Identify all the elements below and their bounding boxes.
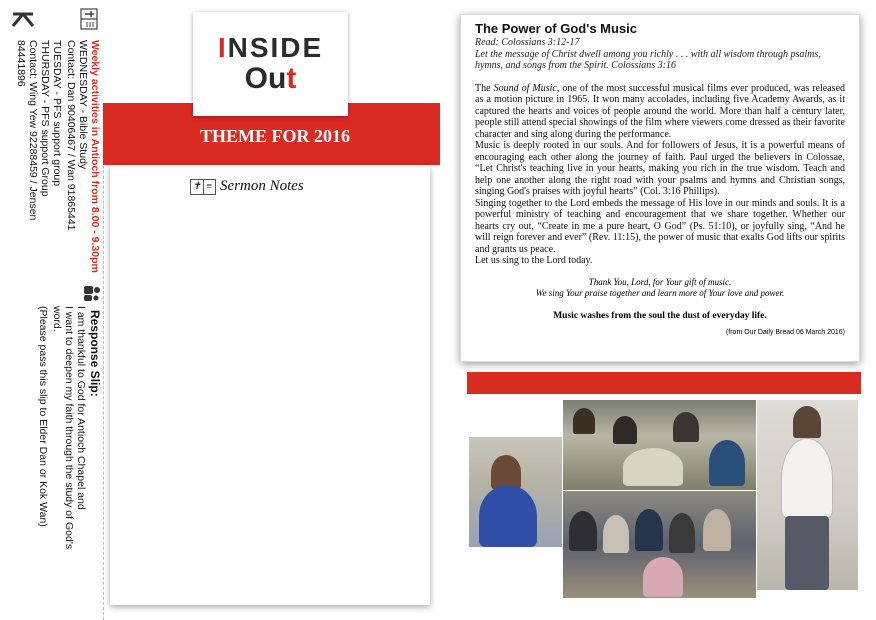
theme-label: THEME FOR 2016: [200, 126, 351, 146]
article-body: [475, 83, 845, 267]
book-icon: [79, 8, 99, 30]
devotional-article: [460, 14, 860, 362]
response-line-2: I want to deepen my faith through the study of God's: [63, 306, 75, 550]
thursday-contact: Contact: Wing Yew 92288459 / Jensen: [27, 40, 39, 221]
response-line-3: word.: [51, 306, 63, 332]
share-icon: [11, 10, 35, 30]
response-slip-title: Response Slip:: [88, 310, 102, 397]
rotated-info-panel: [0, 0, 103, 620]
tuesday-activity: TUESDAY - PFS support group: [51, 40, 63, 187]
bible-icon: ✝ ≡: [190, 179, 216, 195]
sermon-notes-title: Sermon Notes: [220, 178, 304, 194]
article-paragraph-3: Singing together to the Lord embeds the message of His love in our minds and souls. It is a powerful ministry of teaching and encouragement that we share together. Whether our hearts cry out, “Create in me a pure heart, O God” (Ps. 51:10), or joyfully sing, “And he will reign forever and ever” (Rev. 11:15), the power of music that exalts God lifts our spirits and grants us peace.: [475, 197, 845, 255]
article-motto: Music washes from the soul the dust of everyday life.: [553, 310, 767, 321]
thursday-activity: THURSDAY - PFS support Group: [39, 40, 51, 197]
film-title: Sound of Music: [493, 82, 557, 94]
logo-cross-t: t: [286, 62, 297, 95]
wednesday-activity: WEDNESDAY - Bible Study: [77, 40, 89, 170]
article-prayer: Thank You, Lord, for Your gift of music. We sing Your praise together and learn more of Your love and power.: [535, 276, 785, 298]
photo-speaker-singing: [469, 437, 562, 547]
response-line-4: (Please pass this slip to Elder Dan or Kok Wan): [37, 306, 49, 527]
article-verse: Let the message of Christ dwell among you richly . . . with all wisdom through psalms, hymns, and songs from the Spirit. Colossians 3:16: [475, 48, 821, 71]
logo-out: Ou: [244, 62, 287, 95]
response-line-1: I am thankful to God for Antioch Chapel and: [75, 306, 87, 510]
article-source: (from Our Daily Bread 06 March 2016): [725, 328, 845, 336]
wednesday-contact: Contact: Dan 90406467 / Wan 91865441: [65, 40, 77, 231]
inside-out-logo: [193, 12, 348, 116]
article-title: The Power of God's Music: [475, 21, 637, 36]
article-paragraph-2: Music is deeply rooted in our souls. And for followers of Jesus, it is a powerful means of encouraging each other along the journey of faith. Paul urged the believers in Colossae, “Let Christ's teaching live in your hearts, making you rich in the true wisdom. Teach and help one another along the right road with your psalms and hymns and Christian songs, singing God's praises with joyful hearts” (Col. 3:16 Phillips).: [475, 140, 845, 197]
sermon-notes-heading: [190, 178, 304, 195]
thursday-contact-number: 84441896: [15, 40, 27, 87]
people-icon: [83, 284, 101, 304]
article-reading: Read: Colossians 3:12-17: [475, 37, 580, 48]
red-strip: [467, 372, 861, 394]
photo-group-prayer: [563, 400, 756, 490]
weekly-activities-title: Weekly activities in Antioch from 8.00 - 9.30pm: [89, 40, 101, 273]
article-paragraph-4: Let us sing to the Lord today.: [475, 255, 593, 266]
sermon-notes-card: [110, 165, 430, 605]
photo-speaker-microphone: [757, 400, 858, 590]
logo-inside: NSIDE: [227, 32, 324, 63]
logo-arrow-i: I: [217, 32, 228, 63]
article-paragraph-1: The Sound of Music, one of the most successful musical films ever produced, was released as a motion picture in 1965. It won many accolades, including five Academy Awards, as it captured the hearts and voices of people around the world. More than half a century later, people still attend special showings of the film where viewers come dressed as their favorite character and sing along during the performance.: [475, 82, 846, 140]
photo-group-gathering: [563, 491, 756, 598]
